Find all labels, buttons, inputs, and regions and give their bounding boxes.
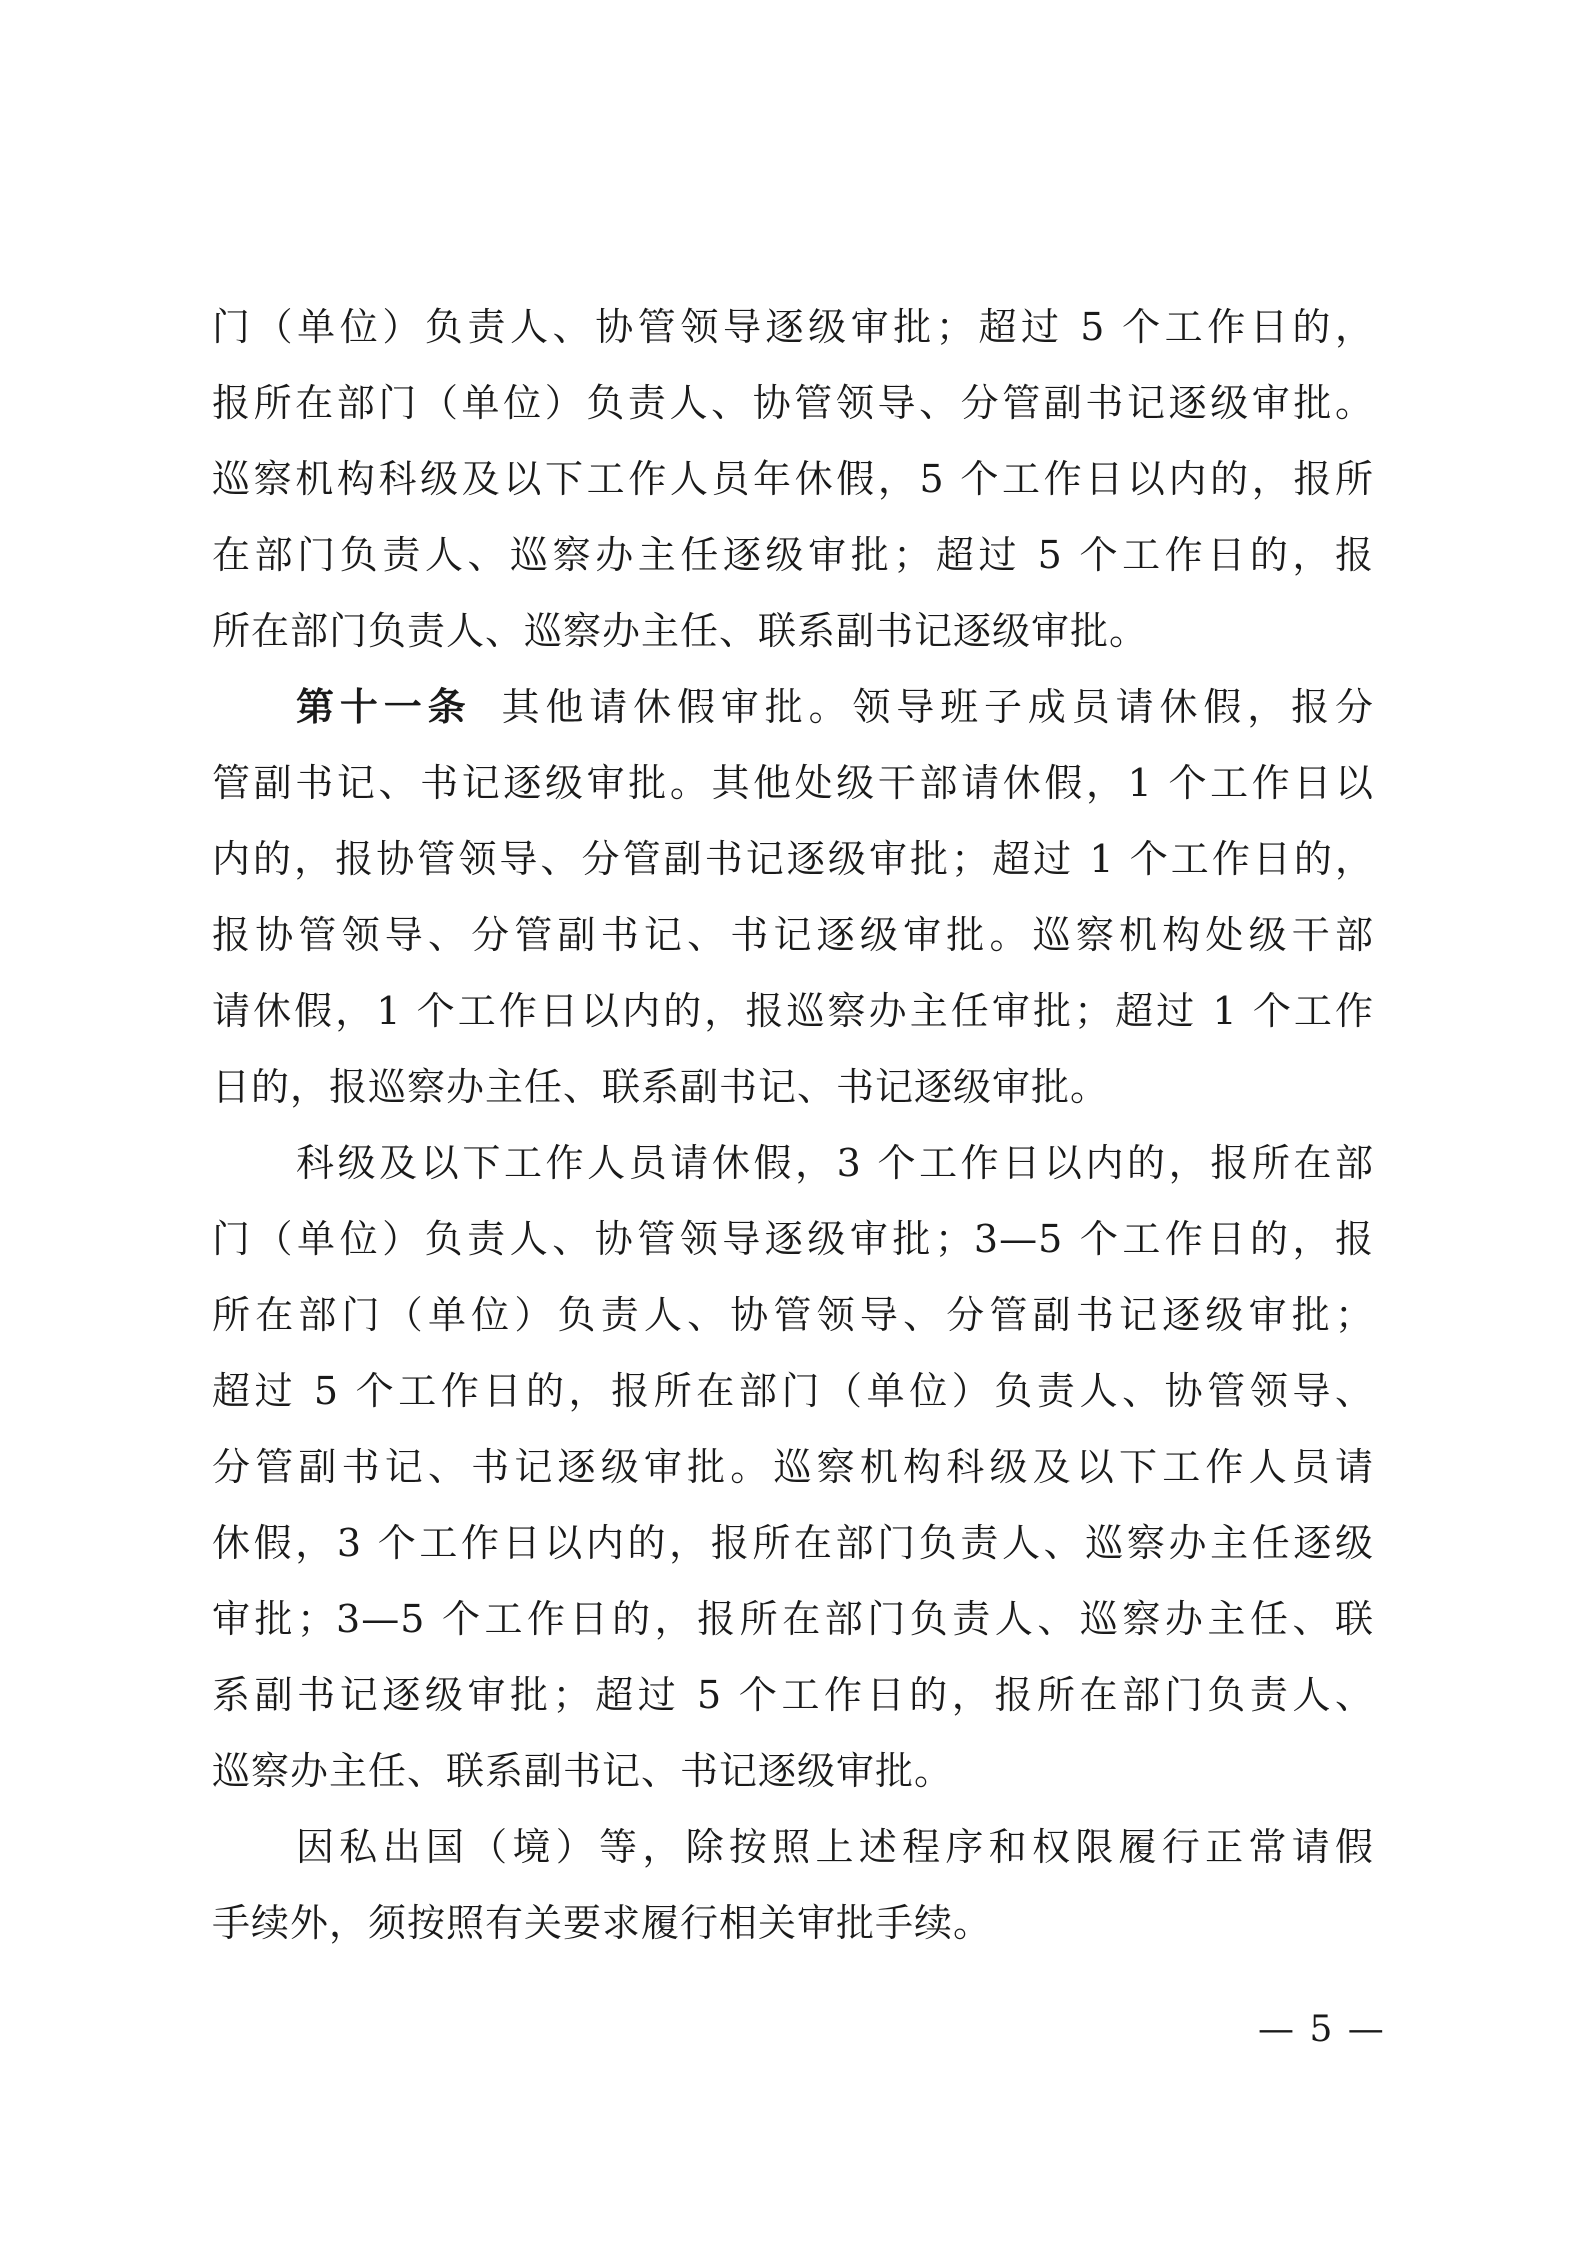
paragraph-first-line: 因私出国（境）等，除按照上述程序和权限履行正常请假 xyxy=(296,1825,1374,1869)
body-line: 在部门负责人、巡察办主任逐级审批；超过 5 个工作日的，报 xyxy=(212,533,1374,577)
page-number: — 5 — xyxy=(1258,2009,1386,2050)
article-11-first-text: 其他请休假审批。领导班子成员请休假，报分 xyxy=(501,685,1374,729)
body-line: 门（单位）负责人、协管领导逐级审批；3—5 个工作日的，报 xyxy=(212,1217,1374,1261)
article-11-first-line xyxy=(296,682,1374,732)
body-line: 请休假，1 个工作日以内的，报巡察办主任审批；超过 1 个工作 xyxy=(212,989,1374,1033)
body-line: 休假，3 个工作日以内的，报所在部门负责人、巡察办主任逐级 xyxy=(212,1521,1374,1565)
body-line: 报所在部门（单位）负责人、协管领导、分管副书记逐级审批。 xyxy=(212,381,1374,425)
body-line: 所在部门负责人、巡察办主任、联系副书记逐级审批。 xyxy=(212,609,1149,653)
body-line: 分管副书记、书记逐级审批。巡察机构科级及以下工作人员请 xyxy=(212,1445,1374,1489)
body-line: 手续外，须按照有关要求履行相关审批手续。 xyxy=(212,1901,993,1945)
body-line: 所在部门（单位）负责人、协管领导、分管副书记逐级审批； xyxy=(212,1293,1374,1337)
body-line: 门（单位）负责人、协管领导逐级审批；超过 5 个工作日的， xyxy=(212,305,1374,349)
body-line: 管副书记、书记逐级审批。其他处级干部请休假，1 个工作日以 xyxy=(212,761,1374,805)
body-line: 日的，报巡察办主任、联系副书记、书记逐级审批。 xyxy=(212,1065,1110,1109)
body-line: 审批；3—5 个工作日的，报所在部门负责人、巡察办主任、联 xyxy=(212,1597,1374,1641)
body-line: 内的，报协管领导、分管副书记逐级审批；超过 1 个工作日的， xyxy=(212,837,1374,881)
body-line: 系副书记逐级审批；超过 5 个工作日的，报所在部门负责人、 xyxy=(212,1673,1374,1717)
body-line: 巡察办主任、联系副书记、书记逐级审批。 xyxy=(212,1749,954,1793)
article-heading: 第十一条 xyxy=(296,685,472,729)
body-line: 巡察机构科级及以下工作人员年休假，5 个工作日以内的，报所 xyxy=(212,457,1374,501)
paragraph-first-line: 科级及以下工作人员请休假，3 个工作日以内的，报所在部 xyxy=(296,1141,1374,1185)
body-line: 超过 5 个工作日的，报所在部门（单位）负责人、协管领导、 xyxy=(212,1369,1374,1413)
body-line: 报协管领导、分管副书记、书记逐级审批。巡察机构处级干部 xyxy=(212,913,1374,957)
